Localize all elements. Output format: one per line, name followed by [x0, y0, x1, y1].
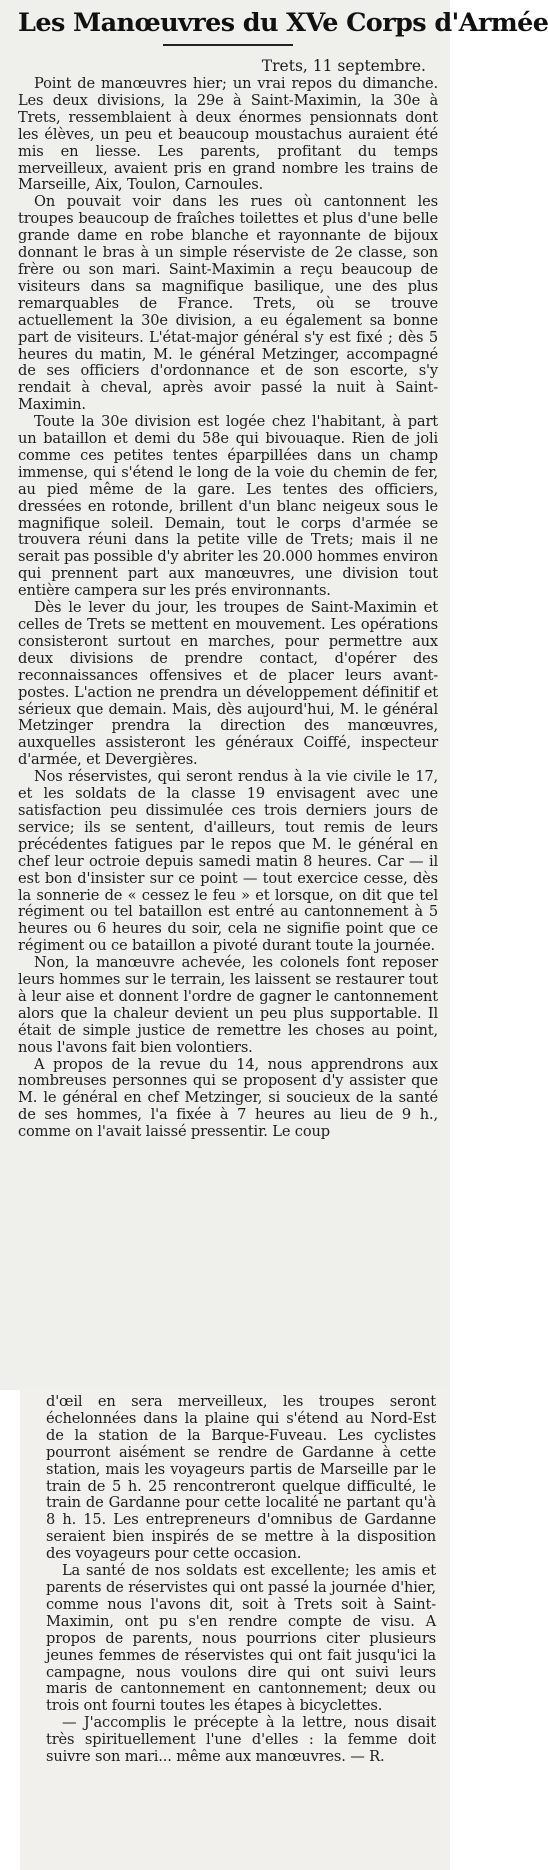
article-paragraph: Dès le lever du jour, les troupes de Saint-Maximin et celles de Trets se mettent en mouvement. Les opérations consisteront surtout en marches, pour permettre aux deux divisions de prendre contact, d'opérer des reconnaissances offensives et de placer leurs avant-postes. L'action ne prendra un développement définitif et sérieux que demain. Mais, dès aujourd'hui, M. le général Metzinger prendra la direction des manœuvres, auxquelles assisteront les généraux Coiffé, inspecteur d'armée, et Devergières.	[18, 599, 438, 769]
article-body	[18, 76, 438, 1141]
article-paragraph: Nos réservistes, qui seront rendus à la vie civile le 17, et les soldats de la classe 19 envisagent avec une satisfaction peu dissimulée ces trois derniers jours de service; ils se sentent, d'ailleurs, tout remis de leurs précédentes fatigues par le repos que M. le général en chef leur octroie depuis samedi matin 8 heures. Car — il est bon d'insister sur ce point — tout exercice cesse, dès la sonnerie de « cessez le feu » et lorsque, on dit que tel régiment ou tel bataillon est entré au cantonnement à 5 heures ou 6 heures du soir, cela ne signifie point que ce régiment ou ce bataillon a pivoté durant toute la journée.	[18, 768, 438, 955]
article-paragraph: Non, la manœuvre achevée, les colonels font reposer leurs hommes sur le terrain, les laissent se restaurer tout à leur aise et donnent l'ordre de gagner le cantonnement alors que la chaleur devient un peu plus supportable. Il était de simple justice de remettre les choses au point, nous l'avons fait bien volontiers.	[18, 954, 438, 1056]
article-headline: Les Manœuvres du XVe Corps d'Armée	[18, 8, 548, 38]
article-paragraph: Point de manœuvres hier; un vrai repos du dimanche. Les deux divisions, la 29e à Saint-Maximin, la 30e à Trets, ressemblaient à deux énormes pensionnats dont les élèves, un peu et beaucoup moustachus auraient été mis en liesse. Les parents, profitant du temps merveilleux, avaient pris en grand nombre les trains de Marseille, Aix, Toulon, Carnoules.	[18, 75, 438, 194]
article-paragraph: Toute la 30e division est logée chez l'habitant, à part un bataillon et demi du 58e qui bivouaque. Rien de joli comme ces petites tentes éparpillées dans un champ immense, qui s'étend le long de la voie du chemin de fer, au pied même de la gare. Les tentes des officiers, dressées en rotonde, brillent d'un blanc neigeux sous le magnifique soleil. Demain, tout le corps d'armée se trouvera réuni dans la petite ville de Trets; mais il ne serait pas possible d'y abriter les 20.000 hommes environ qui prennent part aux manœuvres, une division tout entière campera sur les prés environnants.	[18, 413, 438, 600]
continuation-paragraph: d'œil en sera merveilleux, les troupes seront échelonnées dans la plaine qui s'étend au Nord-Est de la station de la Barque-Fuveau. Les cyclistes pourront aisément se rendre de Gardanne à cette station, mais les voyageurs partis de Marseille par le train de 5 h. 25 rencontreront quelque difficulté, le train de Gardanne pour cette localité ne partant qu'à 8 h. 15. Les entrepreneurs d'omnibus de Gardanne seraient bien inspirés de se mettre à la disposition des voyageurs pour cette occasion.	[46, 1393, 436, 1563]
continuation-paragraph: La santé de nos soldats est excellente; les amis et parents de réservistes qui ont passé la journée d'hier, comme nous l'avons dit, soit à Trets soit à Saint-Maximin, ont pu s'en rendre compte de visu. A propos de parents, nous pourrions citer plusieurs jeunes femmes de réservistes qui ont fait jusqu'ici la campagne, nous voulons dire qui ont suivi leurs maris de cantonnement en cantonnement; deux ou trois ont fourni toutes les étapes à bicyclettes.	[46, 1562, 436, 1715]
article-paragraph: A propos de la revue du 14, nous apprendrons aux nombreuses personnes qui se proposent d'y assister que M. le général en chef Metzinger, si soucieux de la santé de ses hommes, l'a fixée à 7 heures au lieu de 9 h., comme on l'avait laissé pressentir. Le coup	[18, 1055, 438, 1141]
article-paragraph: On pouvait voir dans les rues où cantonnent les troupes beaucoup de fraîches toilettes et plus d'une belle grande dame en robe blanche et rayonnante de bijoux donnant le bras à un simple réserviste de 2e classe, son frère ou son mari. Saint-Maximin a reçu beaucoup de visiteurs dans sa magnifique basilique, une des plus remarquables de France. Trets, où se trouve actuellement la 30e division, a eu également sa bonne part de visiteurs. L'état-major général s'y est fixé ; dès 5 heures du matin, M. le général Metzinger, accompagné de ses officiers d'ordonnance et de son escorte, s'y rendait à cheval, après avoir passé la nuit à Saint-Maximin.	[18, 193, 438, 414]
article-continuation-clipping	[20, 1388, 450, 1870]
continuation-paragraph: — J'accomplis le précepte à la lettre, nous disait très spirituellement l'une d'elles : la femme doit suivre son mari... même aux manœuvres. — R.	[46, 1714, 436, 1766]
article-dateline: Trets, 11 septembre.	[261, 57, 426, 75]
headline-divider	[163, 44, 293, 46]
